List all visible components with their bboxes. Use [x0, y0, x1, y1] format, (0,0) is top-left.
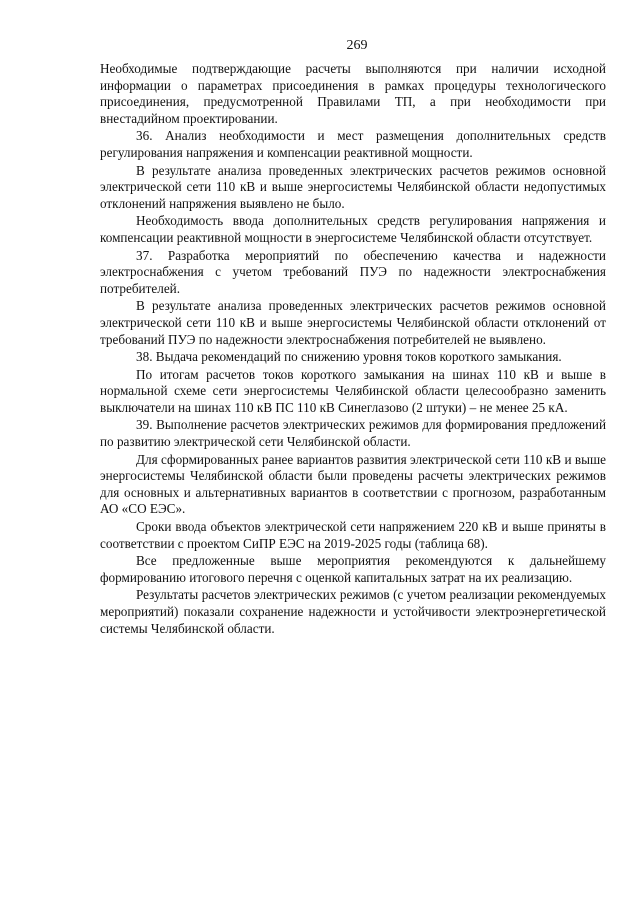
- page-number: 269: [346, 38, 368, 53]
- paragraph-11: Сроки ввода объектов электрической сети напряжением 220 кВ и выше приняты в соответствии с проектом СиПР ЕЭС на 2019-2025 годы (таблица 68).: [100, 519, 606, 551]
- paragraph-3: В результате анализа проведенных электрических расчетов режимов основной электрической сети 110 кВ и выше энергосистемы Челябинской области недопустимых отклонений напряжения выявлено не было.: [100, 162, 606, 211]
- paragraph-10: Для сформированных ранее вариантов развития электрической сети 110 кВ и выше энергосистемы Челябинской области были проведены расчеты электрических режимов для основных и альтернативных вариантов в соответствии с прогнозом, разработанным АО «СО ЕЭС».: [100, 451, 606, 517]
- paragraph-8: По итогам расчетов токов короткого замыкания на шинах 110 кВ и выше в нормальной схеме сети энергосистемы Челябинской области целесообразно заменить выключатели на шинах 110 кВ ПС 110 кВ Синеглазово (2 штуки) – не менее 25 кА.: [100, 366, 606, 415]
- paragraph-2: 36. Анализ необходимости и мест размещения дополнительных средств регулирования напряжения и компенсации реактивной мощности.: [100, 128, 606, 160]
- paragraph-13: Результаты расчетов электрических режимов (с учетом реализации рекомендуемых мероприятий) показали сохранение надежности и устойчивости электроэнергетической системы Челябинской области.: [100, 587, 606, 636]
- paragraph-1: Необходимые подтверждающие расчеты выполняются при наличии исходной информации о параметрах присоединения в рамках процедуры технологического присоединения, предусмотренной Правилами ТП, а при необходимости при внестадийном проектировании.: [100, 61, 606, 126]
- paragraph-7: 38. Выдача рекомендаций по снижению уровня токов короткого замыкания.: [136, 349, 562, 365]
- paragraph-5: 37. Разработка мероприятий по обеспечению качества и надежности электроснабжения с учетом требований ПУЭ по надежности электроснабжения потребителей.: [100, 247, 606, 296]
- paragraph-6: В результате анализа проведенных электрических расчетов режимов основной электрической сети 110 кВ и выше энергосистемы Челябинской области отклонений от требований ПУЭ по надежности электроснабжения потребителей не выявлено.: [100, 298, 606, 347]
- paragraph-4: Необходимость ввода дополнительных средств регулирования напряжения и компенсации реактивной мощности в энергосистеме Челябинской области отсутствует.: [100, 213, 606, 245]
- paragraph-9: 39. Выполнение расчетов электрических режимов для формирования предложений по развитию электрической сети Челябинской области.: [100, 417, 606, 450]
- paragraph-12: Все предложенные выше мероприятия рекомендуются к дальнейшему формированию итогового перечня с оценкой капитальных затрат на их реализацию.: [100, 553, 606, 585]
